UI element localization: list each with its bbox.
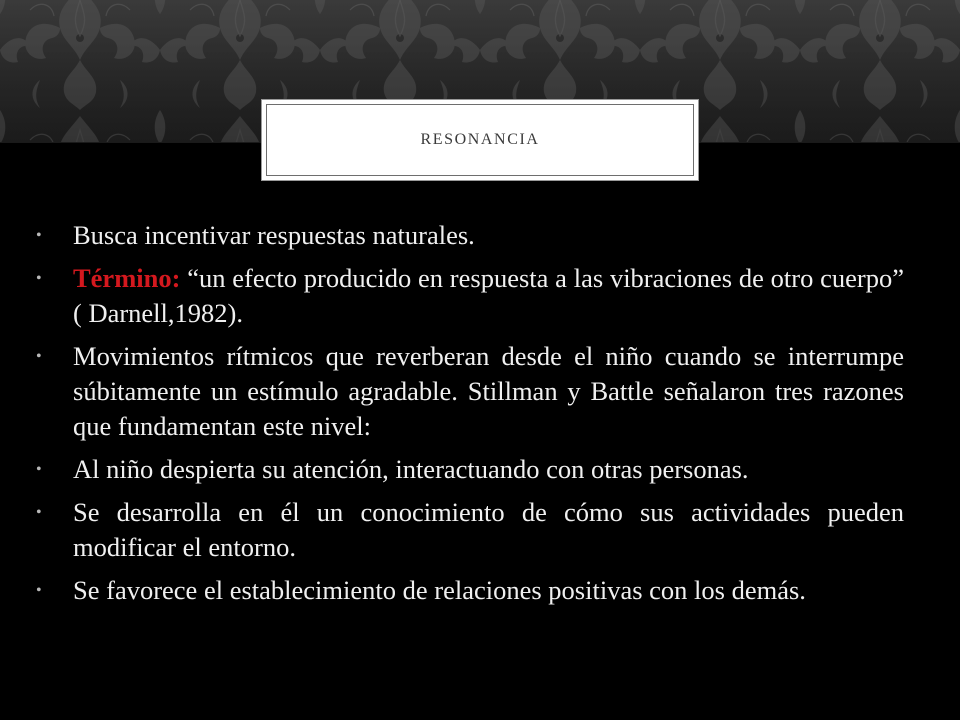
bullet-text: Se favorece el establecimiento de relaciones positivas con los demás. [73,575,806,605]
bullet-marker: • [36,582,42,599]
bullet-item [36,218,904,253]
term-label: Término: [73,263,181,293]
bullet-list [36,218,904,616]
slide-title: RESONANCIA [420,131,540,148]
bullet-text: Se desarrolla en él un conocimiento de cómo sus actividades pueden modificar el entorno. [73,497,904,562]
bullet-item [36,339,904,444]
bullet-text: Movimientos rítmicos que reverberan desde el niño cuando se interrumpe súbitamente un estímulo agradable. Stillman y Battle señalaron tres razones que fundamentan este nivel: [73,341,904,441]
bullet-marker: • [36,227,42,244]
bullet-item [36,573,904,608]
title-box [261,99,699,181]
bullet-text: Busca incentivar respuestas naturales. [73,220,475,250]
bullet-marker: • [36,348,42,365]
bullet-item [36,495,904,565]
bullet-text: “un efecto producido en respuesta a las vibraciones de otro cuerpo” ( Darnell,1982). [73,263,904,328]
bullet-text: Al niño despierta su atención, interactuando con otras personas. [73,454,749,484]
bullet-item [36,261,904,331]
title-box-frame [266,104,694,176]
bullet-item [36,452,904,487]
bullet-marker: • [36,504,42,521]
bullet-marker: • [36,270,42,287]
bullet-marker: • [36,461,42,478]
